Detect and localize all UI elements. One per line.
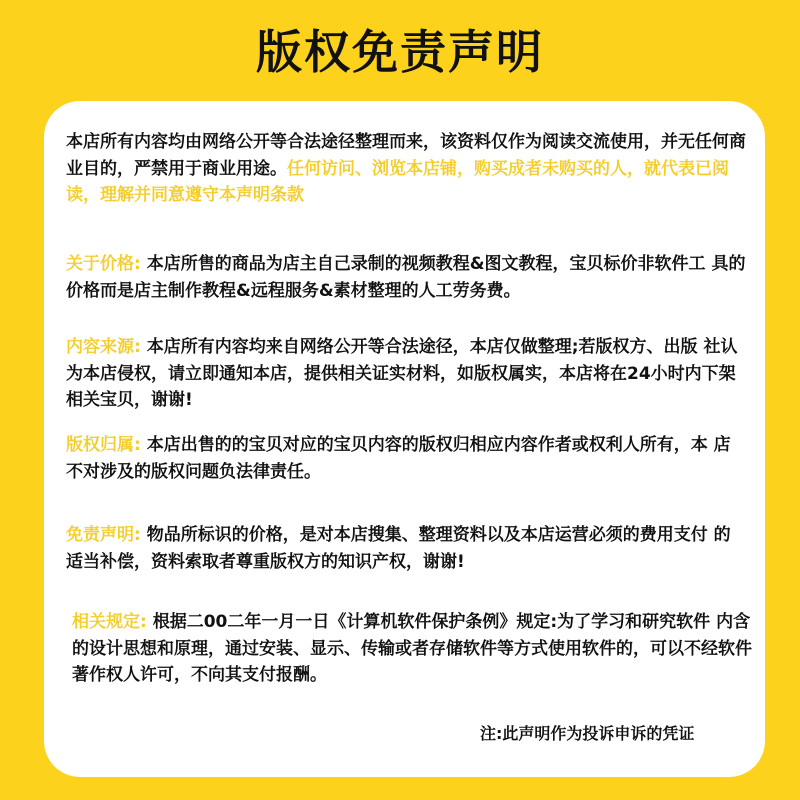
section-copyright bbox=[66, 432, 746, 485]
section-label: 关于价格: bbox=[66, 254, 141, 274]
section-label: 内容来源: bbox=[66, 337, 141, 357]
section-text: 物品所标识的价格，是对本店搜集、整理资料以及本店运营必须的费用支付 的适当补偿，资料索取者尊重版权方的知识产权，谢谢! bbox=[66, 525, 731, 572]
footer-note: 注:此声明作为投诉申诉的凭证 bbox=[480, 724, 695, 743]
section-text: 本店所售的商品为店主自己录制的视频教程&图文教程，宝贝标价非软件工 具的价格而是店主制作教程&远程服务&素材整理的人工劳务费。 bbox=[66, 254, 746, 301]
intro-highlight: 任何访问、浏览本店铺，购买成者未购买的人，就代表已阅读，理解并同意遵守本声明条款 bbox=[66, 158, 729, 205]
section-label: 免责声明: bbox=[66, 525, 141, 545]
page-title: 版权免责声明 bbox=[256, 25, 544, 79]
section-label: 相关规定: bbox=[72, 612, 147, 632]
section-text: 根据二00二年一月一日《计算机软件保护条例》规定:为了学习和研究软件 内含的设计思想和原理，通过安装、显示、传输或者存储软件等方式使用软件的，可以不经软件著作权人许可，不向其支付报酬。 bbox=[72, 612, 752, 685]
intro-paragraph bbox=[66, 129, 746, 209]
section-source bbox=[66, 334, 746, 414]
section-price bbox=[66, 251, 746, 304]
section-regulations bbox=[72, 609, 752, 689]
intro-text: 本店所有内容均由网络公开等合法途径整理而来，该资料仅作为阅读交流使用，并无任何商业目的，严禁用于商业用途。 bbox=[66, 132, 746, 179]
section-label: 版权归属: bbox=[66, 435, 141, 455]
section-disclaimer bbox=[66, 522, 746, 575]
section-text: 本店所有内容均来自网络公开等合法途径，本店仅做整理;若版权方、出版 社认为本店侵权，请立即通知本店，提供相关证实材料，如版权属实，本店将在24小时内下架相关宝贝，谢谢! bbox=[66, 337, 738, 410]
section-text: 本店出售的的宝贝对应的宝贝内容的版权归相应内容作者或权利人所有，本 店不对涉及的版权问题负法律责任。 bbox=[66, 435, 731, 482]
disclaimer-card bbox=[44, 101, 765, 777]
